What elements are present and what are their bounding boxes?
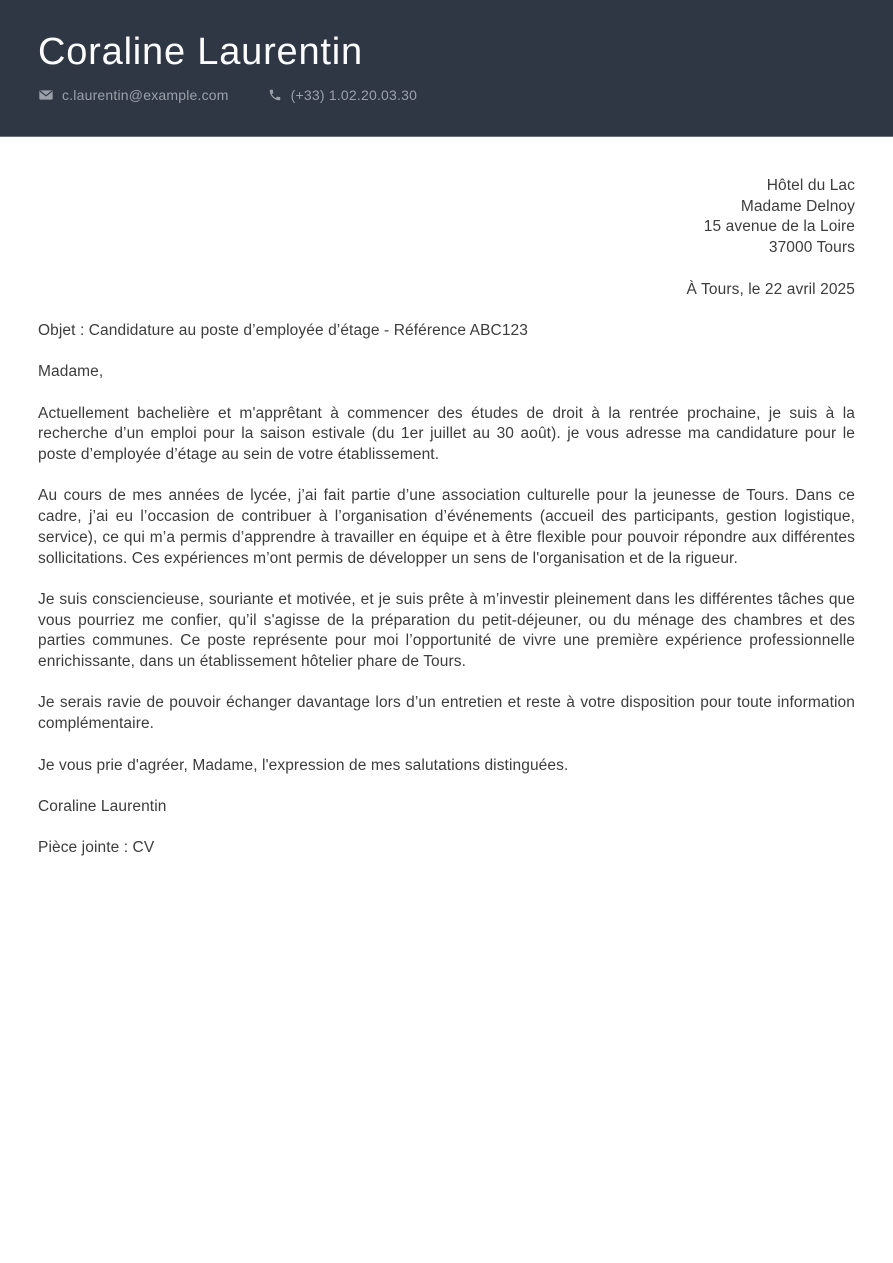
email-contact bbox=[38, 87, 229, 103]
recipient-line: 15 avenue de la Loire bbox=[703, 218, 855, 236]
email-text: c.laurentin@example.com bbox=[62, 87, 229, 103]
recipient-line: Madame Delnoy bbox=[740, 197, 855, 215]
candidate-name: Coraline Laurentin bbox=[38, 31, 363, 73]
date-line: À Tours, le 22 avril 2025 bbox=[686, 280, 855, 298]
contact-row bbox=[38, 87, 855, 103]
phone-handset-icon bbox=[267, 87, 283, 103]
phone-text: (+33) 1.02.20.03.30 bbox=[290, 87, 418, 103]
attachment-line: Pièce jointe : CV bbox=[38, 839, 155, 857]
signature: Coraline Laurentin bbox=[38, 797, 167, 815]
salutation: Madame, bbox=[38, 363, 104, 381]
paragraph-intro: Actuellement bachelière et m'apprêtant à commencer des études de droit à la rentrée prochaine, je suis à la recherche d’un emploi pour la saison estivale (du 1er juillet au 30 août). je vous adresse ma candidature pour le poste d’employée d’étage au sein de votre établissement. bbox=[38, 404, 855, 464]
paragraph-availability: Je serais ravie de pouvoir échanger davantage lors d’un entretien et reste à votre disposition pour toute information complémentaire. bbox=[38, 694, 855, 733]
recipient-block bbox=[38, 176, 855, 259]
envelope-icon bbox=[38, 87, 54, 103]
recipient-line: Hôtel du Lac bbox=[766, 177, 855, 194]
letter-body bbox=[0, 137, 893, 859]
paragraph-experience: Au cours de mes années de lycée, j’ai fait partie d’une association culturelle pour la jeunesse de Tours. Dans ce cadre, j’ai eu l’occasion de contribuer à l’organisation d’événements (accueil des participants, gestion logistique, service), ce qui m’a permis d’apprendre à travailler en équipe et à être flexible pour pouvoir répondre aux différentes sollicitations. Ces expériences m’ont permis de développer un sens de l'organisation et de la rigueur. bbox=[38, 487, 855, 567]
phone-contact bbox=[267, 87, 417, 103]
subject-line: Objet : Candidature au poste d’employée d’étage - Référence ABC123 bbox=[38, 321, 528, 339]
paragraph-closing: Je vous prie d'agréer, Madame, l'expression de mes salutations distinguées. bbox=[38, 756, 569, 774]
letter-header bbox=[0, 0, 893, 137]
paragraph-qualities: Je suis consciencieuse, souriante et motivée, et je suis prête à m’investir pleinement dans les différentes tâches que vous pourriez me confier, qu’il s'agisse de la préparation du petit-déjeuner, ou du ménage des chambres et des parties communes. Ce poste représente pour moi l’opportunité de vivre une première expérience professionnelle enrichissante, dans un établissement hôtelier phare de Tours. bbox=[38, 590, 855, 671]
recipient-line: 37000 Tours bbox=[768, 239, 855, 257]
